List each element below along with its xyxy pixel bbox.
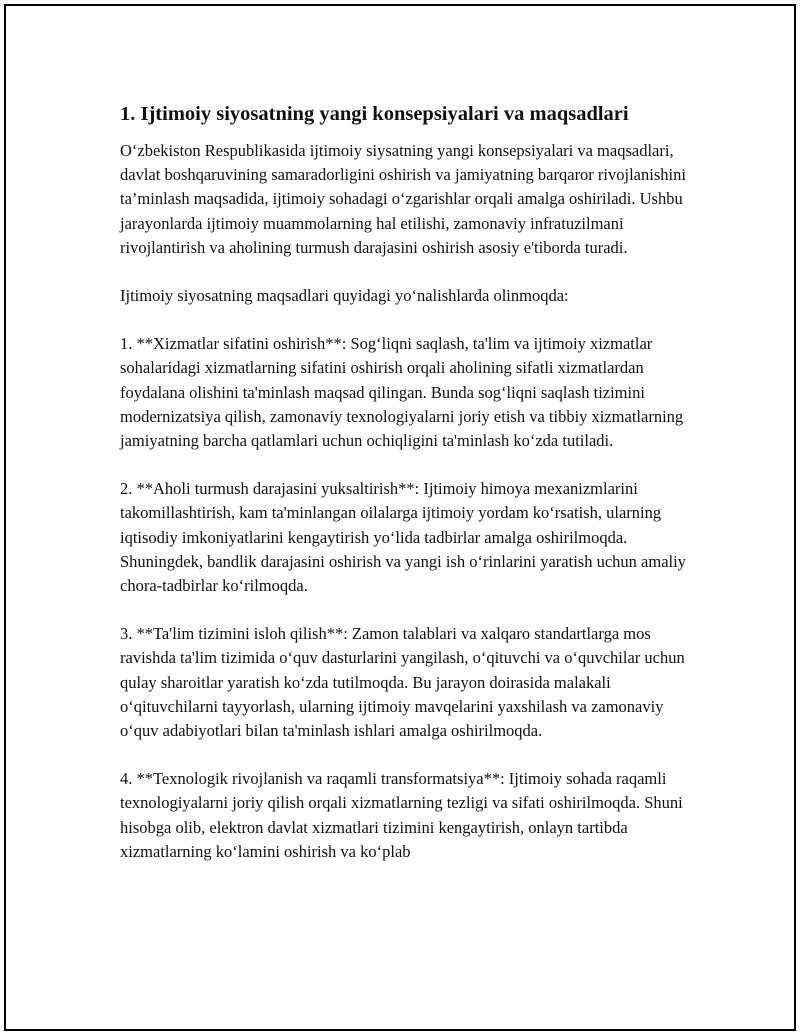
goal-item-3-paragraph: 3. **Ta'lim tizimini isloh qilish**: Zamon talablari va xalqaro standartlarga mos ravishda ta'lim tizimida o‘quv dasturlarini yangilash, o‘qituvchi va o‘quvchilar uchun qulay sharoitlar yaratish ko‘zda tutilmoqda. Bu jarayon doirasida malakali o‘qituvchilarni tayyorlash, ularning ijtimoiy mavqelarini yaxshilash va zamonaviy o‘quv adabiyotlari bilan ta'minlash ishlari amalga oshirilmoqda. [120,624,685,741]
goal-item-1-paragraph: 1. **Xizmatlar sifatini oshirish**: Sog‘liqni saqlash, ta'lim va ijtimoiy xizmatlar sohalaridagi xizmatlarning sifatini oshirish orqali aholining sifatli xizmatlardan foydalana olishini ta'minlash maqsad qilingan. Bunda sog‘liqni saqlash tizimini modernizatsiya qilish, zamonaviy texnologiyalarni joriy etish va tibbiy xizmatlarning jamiyatning barcha qatlamlari uchun ochiqligini ta'minlash ko‘zda tutiladi. [120,334,684,451]
document-content [120,102,690,888]
document-page [4,4,796,1031]
goal-item-4-paragraph: 4. **Texnologik rivojlanish va raqamli transformatsiya**: Ijtimoiy sohada raqamli texnologiyalarni joriy qilish orqali xizmatlarning tezligi va sifati oshirilmoqda. Shuni hisobga olib, elektron davlat xizmatlari tizimini kengaytirish, onlayn tartibda xizmatlarning ko‘lamini oshirish va ko‘plab [120,769,683,861]
section-heading: 1. Ijtimoiy siyosatning yangi konsepsiyalari va maqsadlari [120,103,629,125]
goals-lead-paragraph: Ijtimoiy siyosatning maqsadlari quyidagi yo‘nalishlarda olinmoqda: [120,286,569,306]
goal-item-2-paragraph: 2. **Aholi turmush darajasini yuksaltirish**: Ijtimoiy himoya mexanizmlarini takomillashtirish, kam ta'minlangan oilalarga ijtimoiy yordam ko‘rsatish, ularning iqtisodiy imkoniyatlarini kengaytirish yo‘lida tadbirlar amalga oshirilmoqda. Shuningdek, bandlik darajasini oshirish va yangi ish o‘rinlarini yaratish uchun amaliy chora-tadbirlar ko‘rilmoqda. [120,479,686,596]
intro-paragraph: O‘zbekiston Respublikasida ijtimoiy siysatning yangi konsepsiyalari va maqsadlari, davlat boshqaruvining samaradorligini oshirish va jamiyatning barqaror rivojlanishini ta’minlash maqsadida, ijtimoiy sohadagi o‘zgarishlar orqali amalga oshiriladi. Ushbu jarayonlarda ijtimoiy muammolarning hal etilishi, zamonaviy infratuzilmani rivojlantirish va aholining turmush darajasini oshirish asosiy e'tiborda turadi. [120,141,686,257]
